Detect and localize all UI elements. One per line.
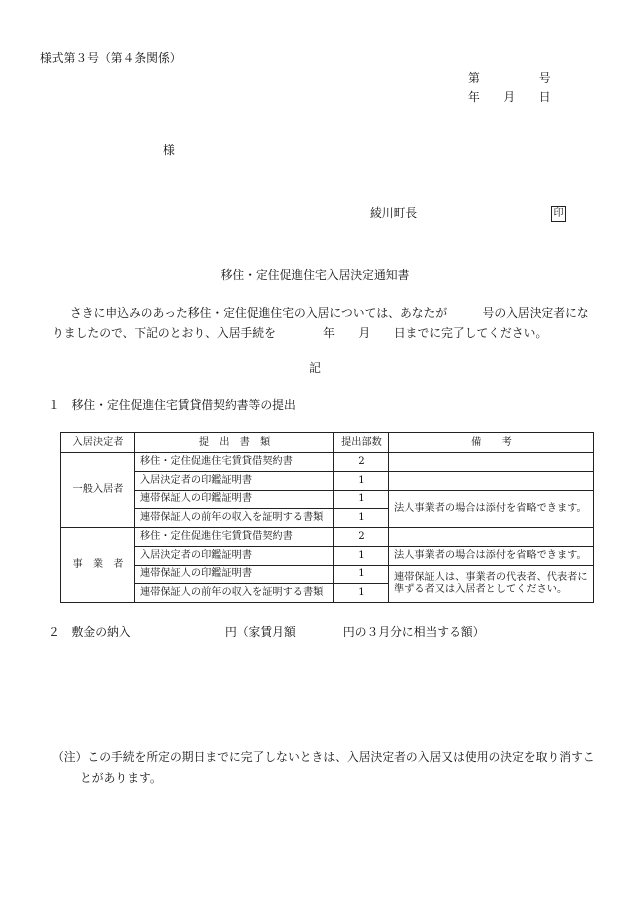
copies-cell: 1 (334, 490, 389, 509)
submission-documents-table (60, 432, 594, 603)
copies-cell: 2 (334, 528, 389, 547)
document-name-cell: 連帯保証人の前年の収入を証明する書類 (135, 509, 334, 528)
remarks-cell (389, 565, 594, 603)
copies-cell: 1 (334, 565, 389, 584)
copies-cell: 1 (334, 471, 389, 490)
note-line-2: とがあります。 (80, 771, 162, 785)
section-1-heading: １ 移住・定住促進住宅賃貸借契約書等の提出 (48, 398, 296, 412)
copies-cell: 1 (334, 584, 389, 603)
column-header-remarks: 備 考 (389, 433, 594, 453)
document-title: 移住・定住促進住宅入居決定通知書 (220, 268, 410, 282)
column-header-copies: 提出部数 (334, 433, 389, 453)
section-2-deposit: ２ 敷金の納入 円（家賃月額 円の３月分に相当する額） (48, 625, 485, 639)
table-row (61, 490, 594, 509)
remarks-text-line-1: 連帯保証人は、事業者の代表者、代表者に (394, 571, 588, 583)
table-row (61, 546, 594, 565)
table-row (61, 453, 594, 472)
form-number: 様式第３号（第４条関係） (40, 51, 182, 65)
table-header-row (61, 433, 594, 453)
remarks-cell (389, 490, 594, 528)
document-name-cell: 入居決定者の印鑑証明書 (135, 471, 334, 490)
ki-heading: 記 (309, 361, 321, 375)
document-name-cell: 連帯保証人の印鑑証明書 (135, 565, 334, 584)
document-name-cell: 移住・定住促進住宅賃貸借契約書 (135, 453, 334, 472)
column-header-documents: 提 出 書 類 (135, 433, 334, 453)
seal-mark: 印 (551, 206, 566, 222)
issuer-name: 綾川町長 (370, 206, 418, 220)
table-row (61, 471, 594, 490)
remarks-cell (389, 471, 594, 490)
applicant-type-cell: 一般入居者 (61, 453, 135, 528)
document-number: 第 号 (468, 71, 551, 85)
copies-cell: 1 (334, 546, 389, 565)
document-name-cell: 入居決定者の印鑑証明書 (135, 546, 334, 565)
body-text-line-2: りましたので、下記のとおり、入居手続を 年 月 日までに完了してください。 (52, 326, 548, 340)
issue-date: 年 月 日 (468, 90, 551, 104)
copies-cell: 1 (334, 509, 389, 528)
remarks-text: 法人事業者の場合は添付を省略できます。 (394, 549, 587, 561)
table-row (61, 528, 594, 547)
applicant-type-cell: 事 業 者 (61, 528, 135, 603)
document-name-cell: 連帯保証人の前年の収入を証明する書類 (135, 584, 334, 603)
table-row (61, 565, 594, 584)
column-header-applicant: 入居決定者 (61, 433, 135, 453)
body-text-line-1: さきに申込みのあった移住・定住促進住宅の入居については、あなたが 号の入居決定者にな (70, 306, 589, 320)
note-line-1: （注）この手続を所定の期日までに完了しないときは、入居決定者の入居又は使用の決定を取り消すこ (52, 750, 595, 764)
document-name-cell: 移住・定住促進住宅賃貸借契約書 (135, 528, 334, 547)
document-name-cell: 連帯保証人の印鑑証明書 (135, 490, 334, 509)
remarks-cell (389, 528, 594, 547)
addressee-suffix: 様 (163, 143, 175, 157)
remarks-text-line-2: 準ずる者又は入居者としてください。 (394, 583, 568, 595)
copies-cell: 2 (334, 453, 389, 472)
remarks-cell (389, 546, 594, 565)
remarks-text: 法人事業者の場合は添付を省略できます。 (394, 502, 587, 514)
remarks-cell (389, 453, 594, 472)
